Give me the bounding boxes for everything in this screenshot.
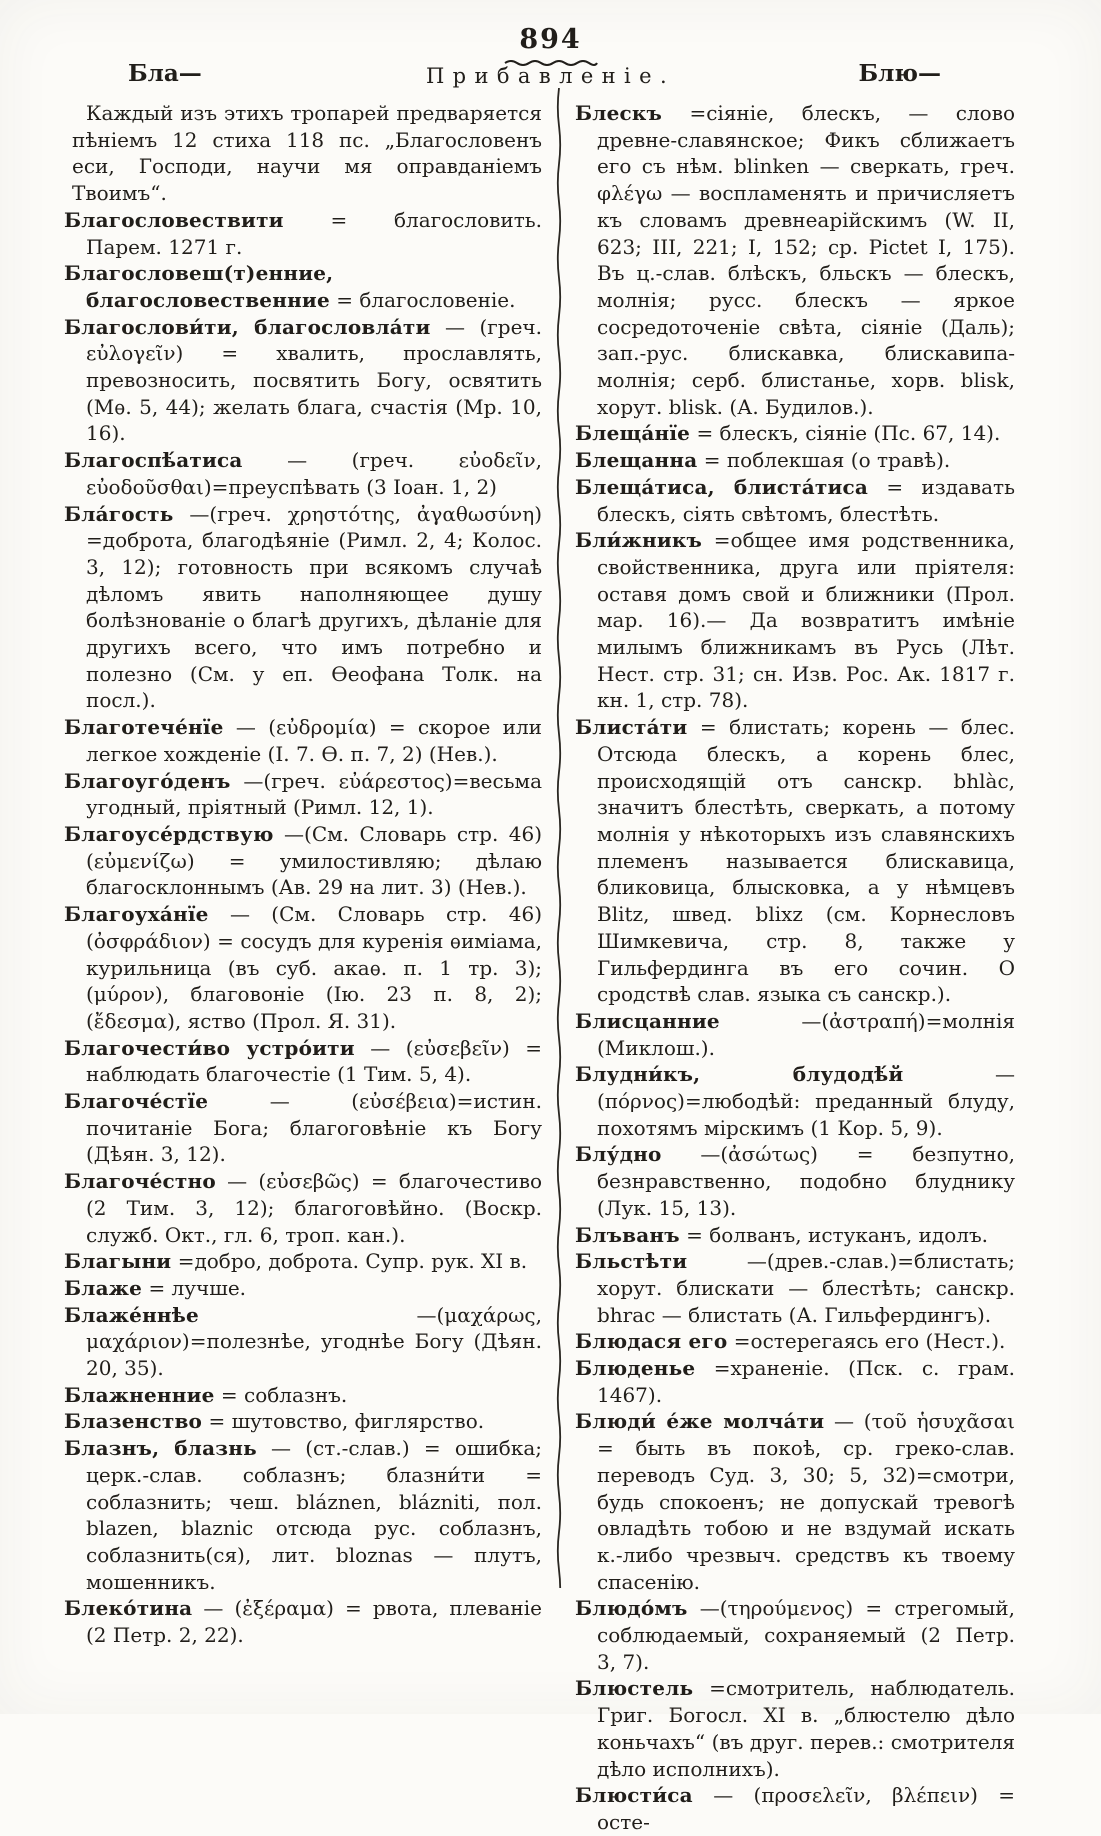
entry-definition: — (τοῦ ἡσυχᾶσαι = быть въ покоѣ, ср. греко-слав. переводъ Суд. 3, 30; 5, 32)=смотри, будь спокоенъ; не допускай тревогѣ овладѣть тобою и не вздумай искать к.-либо чрезвыч. средствъ къ твоему спасенію.: [597, 1409, 1015, 1594]
entry-headword: Блаже: [64, 1275, 143, 1300]
entry-headword: Блиста́ти: [575, 715, 688, 740]
entry-headword: Благословеш(т)енние, благословественние: [64, 261, 334, 312]
dictionary-entry: [64, 1088, 542, 1168]
dictionary-entry: [575, 1008, 1015, 1061]
dictionary-entry: [575, 1222, 1015, 1249]
entry-definition: = шутовство, фиглярство.: [208, 1409, 485, 1434]
entry-definition: Каждый изъ этихъ тропарей предваряется пѣніемъ 12 стиха 118 пс. „Благословенъ еси, Господи, научи мя оправданіемъ Твоимъ“.: [72, 101, 542, 206]
running-head-right: Блю—: [858, 60, 941, 87]
entry-definition: — (προσελεῖν, βλέπειν) = осте-: [597, 1783, 1015, 1834]
dictionary-entry: [575, 1355, 1015, 1408]
dictionary-entry: [575, 527, 1015, 714]
entry-definition: —(ἀσώτως) = безпутно, безнравственно, подобно блуднику (Лук. 15, 13).: [597, 1142, 1016, 1220]
entry-definition: = блистать; корень — блес. Отсюда блескъ, а корень блес, происходящій отъ санскр. bhlàc, значитъ блестѣть, сверкать, а потому молнія у нѣкоторыхъ изъ славянскихъ племенъ называется блискавица, бликовица, блысковка, а у нѣмцевъ Blitz, швед. blixz (см. Корнесловъ Шимкевича, стр. 8, также у Гильфердинга въ его сочин. О сродствѣ слав. языка съ санскр.).: [597, 715, 1016, 1007]
entry-headword: Благословествити: [64, 207, 284, 232]
dictionary-entry: [575, 420, 1015, 447]
dictionary-entry: [64, 714, 542, 767]
entry-definition: —(τηρούμενος) = стрегомый, соблюдаемый, сохраняемый (2 Петр. 3, 7).: [597, 1596, 1015, 1674]
entry-headword: Блеща́нїе: [575, 421, 691, 446]
dictionary-entry: [64, 314, 542, 448]
dictionary-entry: [64, 1275, 542, 1302]
entry-definition: = издавать блескъ, сіять свѣтомъ, блестѣть.: [597, 474, 1015, 526]
entry-headword: Блескъ: [575, 101, 663, 125]
entry-definition: — (ἐξέραμα) = рвота, плеваніе (2 Петр. 2, 22).: [86, 1596, 542, 1648]
entry-headword: Блаже́ннѣе: [64, 1302, 199, 1327]
entry-headword: Блазнъ, блазнь: [64, 1436, 257, 1461]
entry-definition: =сіяніе, блескъ, — слово древне-славянское; Фикъ сближаетъ его съ нѣм. blinken — сверкать, греч. φλέγω — воспламенять и причисляетъ къ словамъ древнеарійскимъ (W. II, 623; III, 221; I, 152; ср. Pictet I, 175). Въ ц.-слав. блѣскъ, бльскъ — блескъ, молнія; русс. блескъ — яркое сосредоточеніе свѣта, сіяніе (Даль); зап.-рус. блискавка, блискавипа-молнія; серб. блистанье, хорв. blisk, хорут. blisk. (А. Будилов.).: [597, 101, 1016, 419]
dictionary-entry: [64, 901, 542, 1035]
entry-definition: =храненіе. (Пск. с. грам. 1467).: [597, 1356, 1015, 1407]
dictionary-entry: [575, 1328, 1015, 1355]
dictionary-entry: [575, 1061, 1015, 1141]
entry-headword: Благоспѣ́атиса: [64, 448, 243, 473]
dictionary-entry: [64, 1382, 542, 1409]
entry-headword: Блажненние: [64, 1382, 215, 1407]
entry-definition: —(μαχάρως, μαχάριον)=полезнѣе, угоднѣе Богу (Дѣян. 20, 35).: [86, 1302, 542, 1381]
entry-headword: Блеко́тина: [64, 1596, 193, 1621]
dictionary-entry: [575, 1248, 1015, 1328]
entry-definition: — (греч. εὐοδεῖν, εὐοδοῦσθαι)=преуспѣвать (3 Іоан. 1, 2): [86, 448, 542, 499]
entry-headword: Бли́жникъ: [575, 528, 703, 553]
entry-headword: Блюди́ е́же молча́ти: [575, 1409, 825, 1434]
running-head-row: [0, 60, 1101, 94]
entry-definition: — (εὐσέβεια)=истин. почитаніе Бога; благоговѣніе къ Богу (Дѣян. 3, 12).: [86, 1089, 543, 1167]
entry-headword: Блюденье: [575, 1356, 696, 1381]
dictionary-entry: [64, 821, 542, 901]
dictionary-entry: [64, 207, 542, 260]
entry-definition: = болванъ, истуканъ, идолъ.: [686, 1222, 989, 1247]
entry-definition: — (εὐσεβῶς) = благочестиво (2 Тим. 3, 12); благоговѣйно. (Воскр. служб. Окт., гл. 6, троп. кан.).: [86, 1169, 543, 1247]
dictionary-entry: [575, 1141, 1015, 1221]
entry-definition: —(πόρνος)=любодѣй: преданный блуду, похотямъ мірскимъ (1 Кор. 5, 9).: [597, 1062, 1016, 1140]
entry-headword: Блазенство: [64, 1409, 203, 1434]
entry-definition: — (εὐδρομία) = скорое или легкое хожденіе (І. 7. Ѳ. п. 7, 2) (Нев.).: [86, 715, 542, 766]
dictionary-entry: [575, 474, 1015, 527]
entry-headword: Блу́дно: [575, 1142, 662, 1167]
entry-definition: = благословеніе.: [336, 287, 516, 312]
dictionary-entry: [64, 1595, 542, 1648]
section-title: Прибавленіе.: [425, 64, 676, 88]
entry-headword: Благоуха́нїе: [64, 902, 209, 927]
dictionary-entry: [64, 1248, 542, 1275]
entry-definition: —(греч. χρηστότης, ἀγαθωσύνη) =доброта, благодѣяніе (Римл. 2, 4; Колос. 3, 12); готовность при всякомъ случаѣ дѣломъ явить наполняющее душу болѣзнованіе о благѣ другихъ, дѣланіе для другихъ всего, что имъ потребно и полезно (См. у еп. Ѳеофана Толк. на посл.).: [86, 501, 542, 713]
continued-paragraph: [64, 100, 542, 207]
dictionary-entry: [64, 1408, 542, 1435]
dictionary-entry: [64, 501, 542, 715]
entry-headword: Благотече́нїе: [64, 715, 224, 740]
entry-definition: — (εὐσεβεῖν) = наблюдать благочестіе (1 Тим. 5, 4).: [86, 1035, 542, 1087]
dictionary-entry: [575, 1782, 1015, 1835]
page-number: 894: [519, 24, 582, 55]
entry-headword: Благоче́стно: [64, 1169, 216, 1194]
dictionary-entry: [64, 1435, 542, 1595]
entry-definition: —(ἀστραπή)=молнія (Миклош.).: [597, 1008, 1015, 1060]
entry-headword: Блисцанние: [575, 1008, 720, 1033]
entry-definition: =смотритель, наблюдатель. Григ. Богосл. XI в. „блюстелю дѣло коньчахъ“ (въ друг. перев.: смотрителя дѣло исполнихъ).: [597, 1676, 1016, 1781]
entry-definition: =добро, доброта. Супр. рук. XI в.: [177, 1249, 528, 1274]
running-head-left: Бла—: [128, 60, 202, 87]
dictionary-entry: [575, 100, 1015, 420]
entry-headword: Блещанна: [575, 448, 698, 473]
entry-definition: —(древ.-слав.)=блистать; хорут. блискати — блестѣть; санскр. bhrac — блистать (А. Гильфердингъ).: [597, 1249, 1015, 1327]
entry-definition: = поблекшая (о травѣ).: [703, 448, 951, 473]
dictionary-entry: [575, 447, 1015, 474]
entry-headword: Блюдася его: [575, 1329, 728, 1354]
entry-definition: =остерегаясь его (Нест.).: [733, 1329, 1006, 1354]
entry-definition: = благословить. Парем. 1271 г.: [86, 207, 543, 259]
dictionary-entry: [575, 1595, 1015, 1675]
entry-headword: Благоусе́рдствую: [64, 821, 274, 846]
dictionary-entry: [64, 260, 542, 313]
entry-headword: Блудни́къ, блудодѣ́й: [575, 1062, 904, 1087]
entry-definition: —(греч. εὐάρεστος)=весьма угодный, пріятный (Римл. 12, 1).: [86, 768, 543, 820]
entry-headword: Бла́гость: [64, 501, 174, 526]
column-divider-rule: [552, 88, 566, 1588]
entry-definition: = лучше.: [148, 1275, 247, 1300]
entry-definition: — (См. Словарь стр. 46) (ὀσφράδιον) = сосудъ для куренія ѳиміама, курильница (въ суб. акаѳ. п. 1 тр. 3); (μύρον), благовоніе (Ію. 23 п. 8, 2); (ἔδεσμα), яство (Прол. Я. 31).: [86, 902, 542, 1033]
entry-headword: Блюстель: [575, 1676, 694, 1701]
entry-definition: = соблазнъ.: [220, 1382, 348, 1407]
entry-definition: — (ст.-слав.) = ошибка; церк.-слав. соблазнъ; блазни́ти = соблазнить; чеш. bláznen, blázniti, пол. blazen, blaznic отсюда рус. соблазнъ, соблазнить(ся), лит. bloznas — плутъ, мошенникъ.: [86, 1436, 543, 1594]
entry-definition: =общее имя родственника, свойственника, друга или пріятеля: оставя домъ свой и ближники (Прол. мар. 16).— Да возвратитъ имѣніе милымъ ближникамъ въ Русь (Лѣт. Нест. стр. 31; сн. Изв. Рос. Ак. 1817 г. кн. 1, стр. 78).: [597, 528, 1015, 713]
entry-headword: Блъванъ: [575, 1222, 680, 1247]
dictionary-entry: [64, 1035, 542, 1088]
left-column: [64, 100, 542, 1649]
dictionary-entry: [575, 1408, 1015, 1595]
entry-headword: Блюдо́мъ: [575, 1596, 688, 1621]
entry-headword: Блеща́тиса, блиста́тиса: [575, 474, 869, 499]
entry-headword: Благослови́ти, благословла́ти: [64, 314, 431, 339]
entry-headword: Благоче́стїе: [64, 1089, 209, 1114]
entry-headword: Благочести́во устро́ити: [64, 1035, 355, 1060]
dictionary-entry: [64, 1168, 542, 1248]
entry-headword: Благыни: [64, 1249, 172, 1274]
entry-headword: Благоуго́денъ: [64, 768, 231, 793]
entry-headword: Блюсти́са: [575, 1783, 693, 1808]
dictionary-entry: [64, 768, 542, 821]
entry-definition: = блескъ, сіяніе (Пс. 67, 14).: [696, 421, 1001, 446]
dictionary-entry: [64, 447, 542, 500]
dictionary-entry: [575, 714, 1015, 1008]
dictionary-entry: [575, 1675, 1015, 1782]
dictionary-entry: [64, 1302, 542, 1382]
entry-definition: — (греч. εὐλογεῖν) = хвалить, прославлять, превозносить, посвятить Богу, освятить (Мѳ. 5, 44); желать блага, счастія (Мр. 10, 16).: [86, 314, 542, 446]
entry-definition: —(См. Словарь стр. 46) (εὐμενίζω) = умилостивляю; дѣлаю благосклоннымъ (Ав. 29 на лит. 3) (Нев.).: [86, 821, 543, 900]
right-column: [575, 100, 1015, 1836]
entry-headword: Бльстѣти: [575, 1249, 688, 1274]
